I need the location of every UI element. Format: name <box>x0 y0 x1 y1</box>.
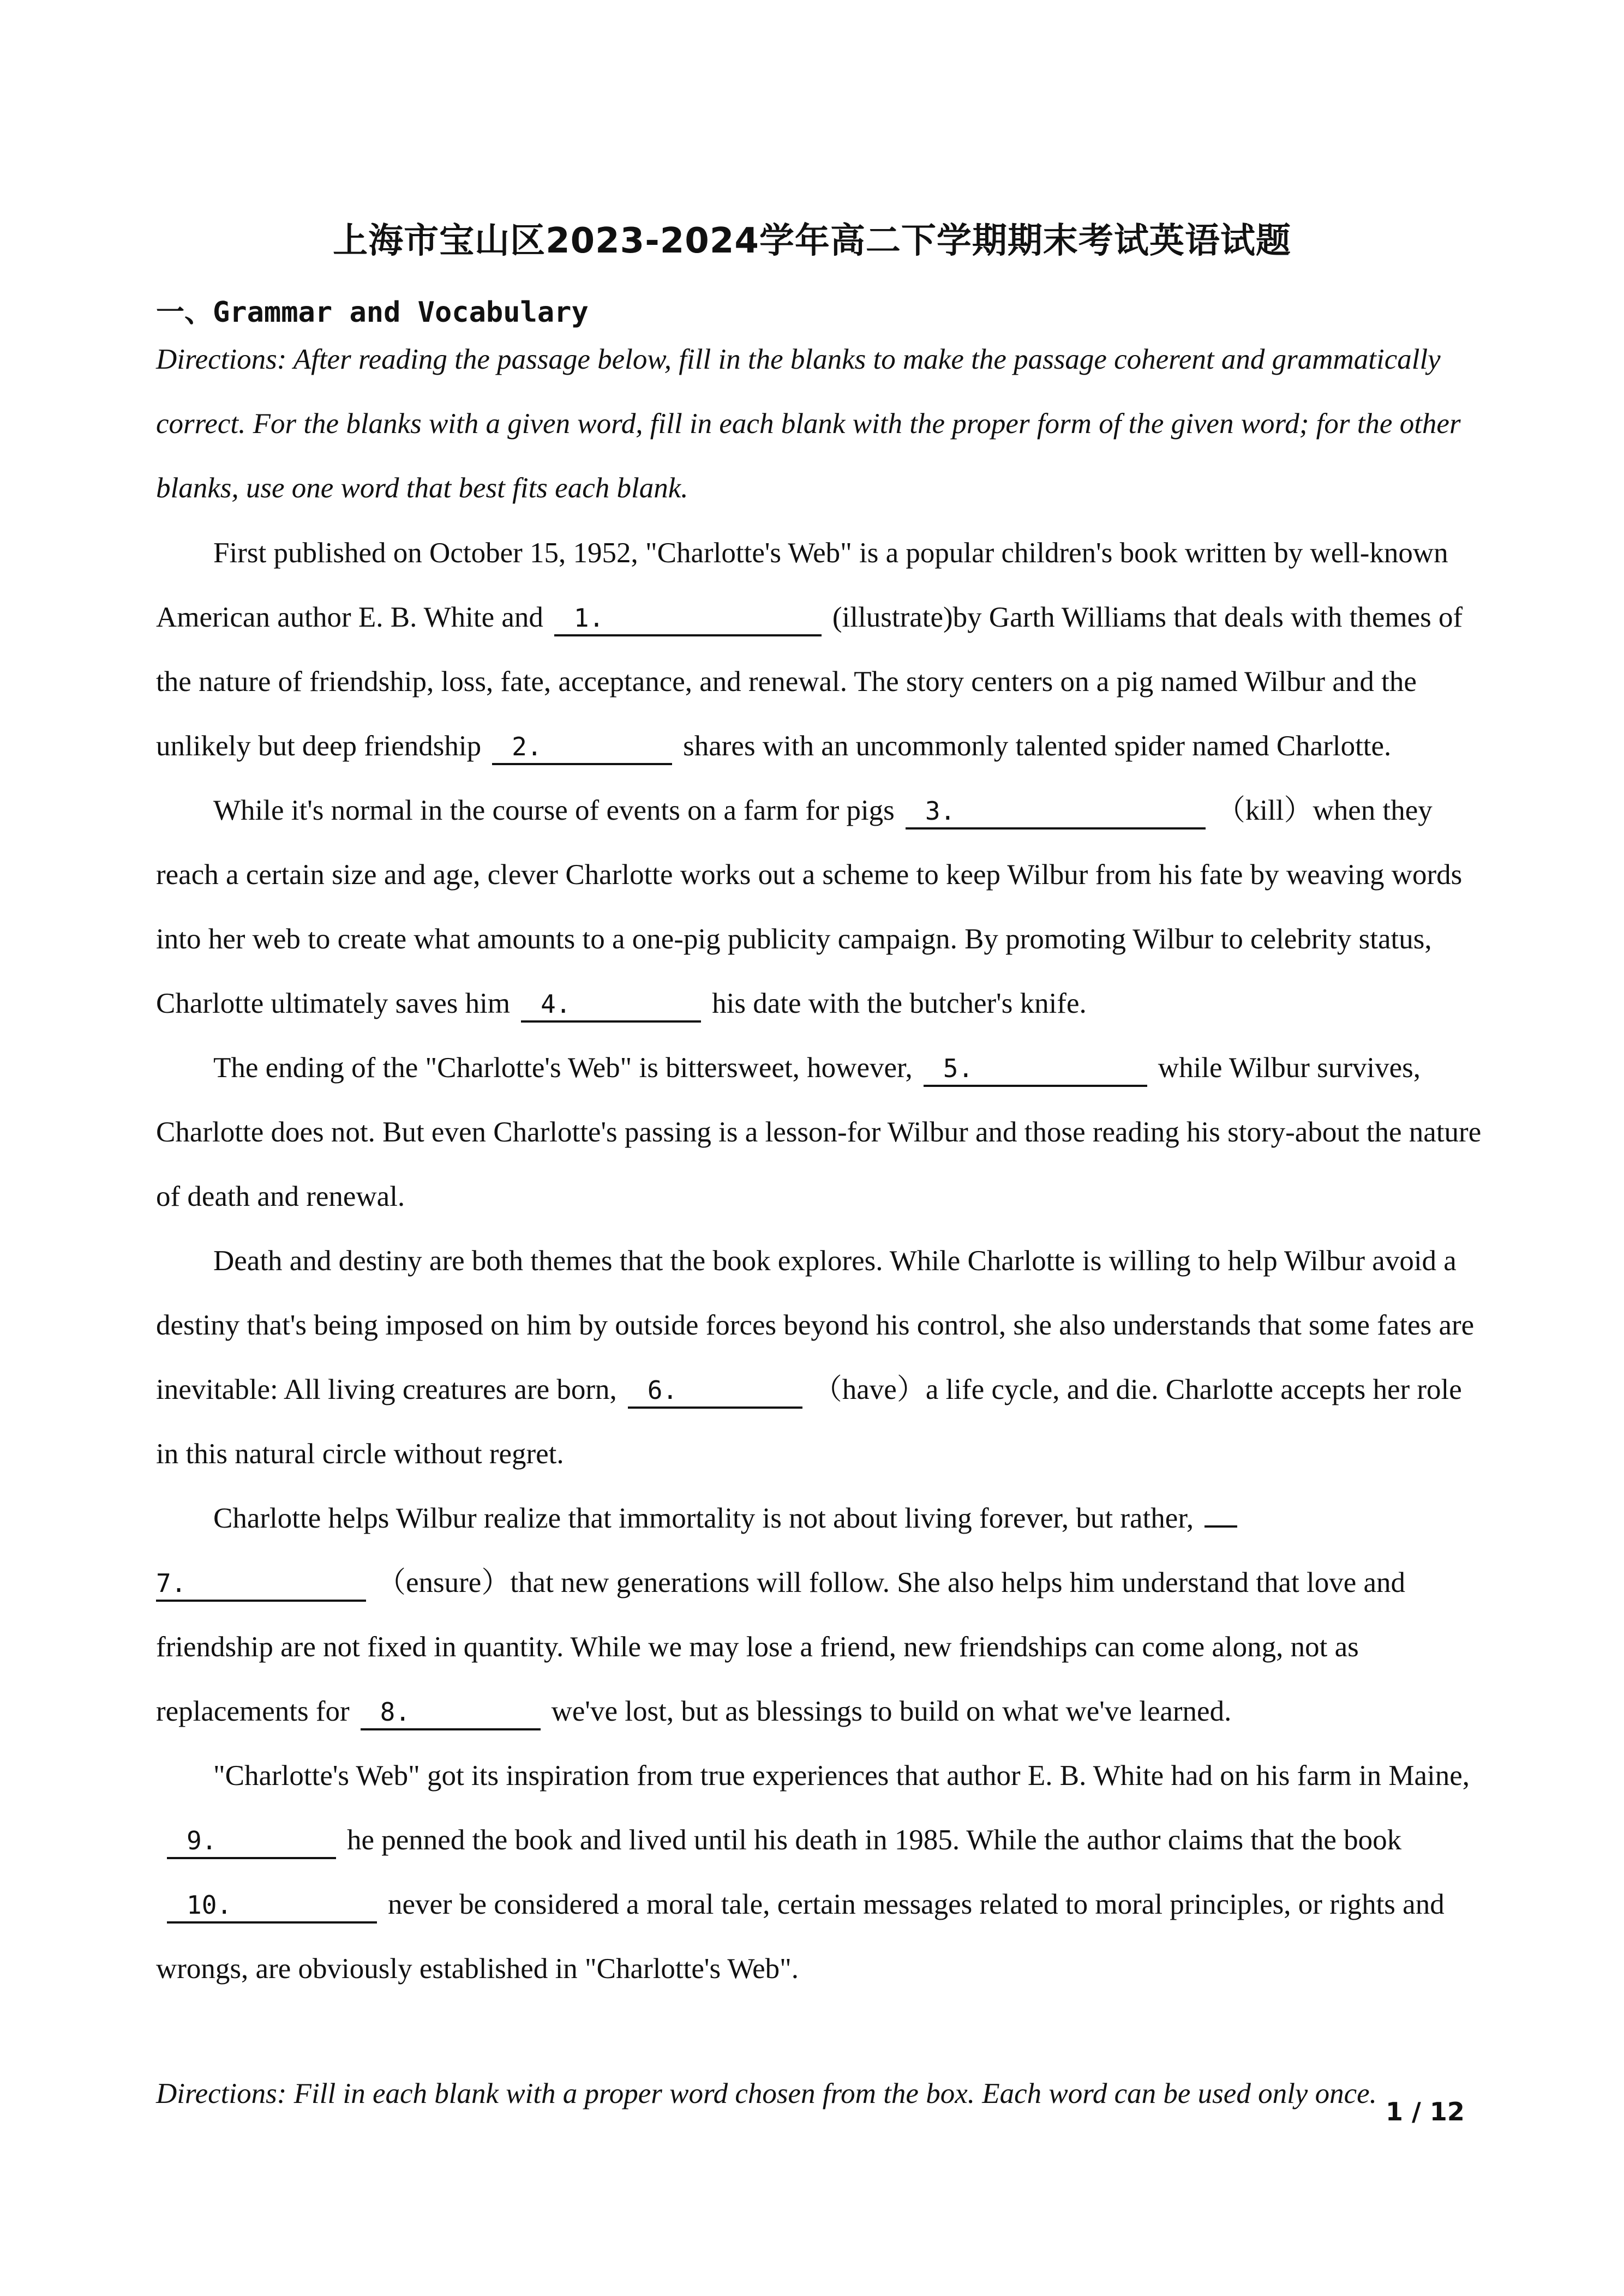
passage <box>156 521 1482 2001</box>
blank-8[interactable]: 8. <box>361 1696 541 1730</box>
blank-7-lead <box>1204 1501 1237 1528</box>
paragraph <box>156 521 1482 778</box>
word-hint: （kill） <box>1216 795 1313 826</box>
blank-10[interactable]: 10. <box>167 1889 377 1924</box>
passage-text: Death and destiny are both themes that the book explores. While Charlotte is willing to help Wilbur avoid a destiny that's being imposed on him by outside forces beyond his control, she also understands that some fates are inevitable: All living creatures are born, <box>156 1245 1475 1405</box>
page-number: 1 / 12 <box>1386 2097 1465 2126</box>
passage-text: The ending of the "Charlotte's Web" is bittersweet, however, <box>213 1052 913 1084</box>
paragraph <box>156 1486 1482 1744</box>
word-hint: （have） <box>813 1374 926 1405</box>
passage-text: Charlotte helps Wilbur realize that immortality is not about living forever, but rather, <box>213 1502 1194 1534</box>
blank-4[interactable]: 4. <box>521 988 701 1023</box>
paragraph <box>156 778 1482 1036</box>
word-hint: （ensure） <box>377 1567 511 1598</box>
word-hint: (illustrate) <box>832 602 953 633</box>
paragraph <box>156 1229 1482 1486</box>
passage-text: while Wilbur survives, Charlotte does not. But even Charlotte's passing is a lesson-for Wilbur and those reading his story-about the nature of death and renewal. <box>156 1052 1482 1212</box>
blank-9[interactable]: 9. <box>167 1824 336 1859</box>
directions-text-2: Directions: Fill in each blank with a proper word chosen from the box. Each word can be used only once. <box>156 2078 1377 2109</box>
blank-6[interactable]: 6. <box>628 1374 802 1409</box>
passage-text: shares with an uncommonly talented spider named Charlotte. <box>683 730 1392 762</box>
blank-2[interactable]: 2. <box>492 730 672 765</box>
passage-text: he penned the book and lived until his death in 1985. While the author claims that the book <box>347 1824 1402 1856</box>
passage-text: we've lost, but as blessings to build on what we've learned. <box>551 1696 1232 1727</box>
page-title: 上海市宝山区2023-2024学年高二下学期期末考试英语试题 <box>333 221 1291 261</box>
passage-text: While it's normal in the course of events on a farm for pigs <box>213 795 895 826</box>
passage-text: "Charlotte's Web" got its inspiration from true experiences that author E. B. White had on his farm in Maine, <box>213 1760 1470 1792</box>
passage-text: a life cycle, and die. Charlotte accepts her role in this natural circle without regret. <box>156 1374 1462 1470</box>
passage-text: when they reach a certain size and age, clever Charlotte works out a scheme to keep Wilbur from his fate by weaving words into her web to create what amounts to a one-pig publicity campaign. By promoting Wilbur to celebrity status, Charlotte ultimately saves him <box>156 795 1463 1019</box>
passage-text: that new generations will follow. She also helps him understand that love and friendship are not fixed in quantity. While we may lose a friend, new friendships can come along, not as replacements for <box>156 1567 1406 1727</box>
blank-5[interactable]: 5. <box>924 1052 1147 1087</box>
section-heading: 一、Grammar and Vocabulary <box>156 296 589 329</box>
passage-text: his date with the butcher's knife. <box>712 988 1087 1019</box>
blank-1[interactable]: 1. <box>554 602 822 636</box>
passage-text: never be considered a moral tale, certain messages related to moral principles, or rights and wrongs, are obviously established in "Charlotte's Web". <box>156 1889 1445 1985</box>
paragraph <box>156 1036 1482 1229</box>
blank-3[interactable]: 3. <box>906 795 1206 830</box>
paragraph <box>156 1744 1482 2001</box>
directions-text: Directions: After reading the passage below, fill in the blanks to make the passage coherent and grammatically correct. For the blanks with a given word, fill in each blank with the proper form of the given word; for the other blanks, use one word that best fits each blank. <box>156 344 1461 504</box>
passage-text: First published on October 15, 1952, "Charlotte's Web" is a popular children's book written by well-known American author E. B. White and <box>156 537 1448 633</box>
blank-7[interactable]: 7. <box>156 1567 366 1602</box>
passage-text: by Garth Williams that deals with themes of the nature of friendship, loss, fate, acceptance, and renewal. The story centers on a pig named Wilbur and the unlikely but deep friendship <box>156 602 1463 762</box>
